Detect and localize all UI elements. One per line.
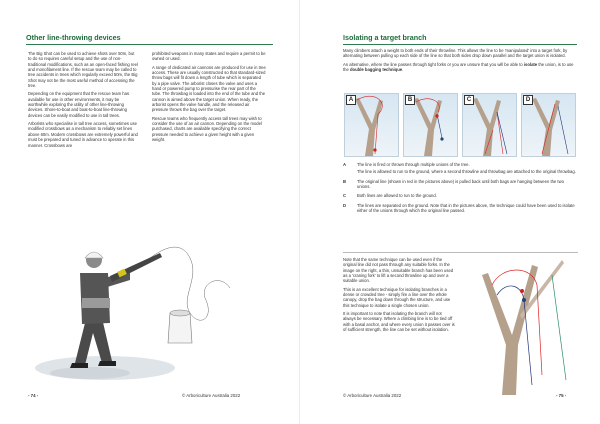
paragraph: Note that the same technique can be used even if the original line did not pass through any suitable forks. In the image on the right, a thin, unsuitable branch has been used as a 'craning fork' to lift a second throwline up and over a suitable union. <box>343 257 454 284</box>
panel-b <box>403 93 458 157</box>
divider <box>343 252 578 253</box>
section-heading: Other line-throwing devices <box>26 33 121 42</box>
list-item: A The line is fired or thrown through multiple unions of the tree. The line is allowed to run to the ground, where a second throwline and throwbag are attached to the original throwbag. <box>343 162 576 175</box>
panel-label: C <box>464 95 474 105</box>
panel-c <box>462 93 517 157</box>
technique-panels <box>344 93 576 155</box>
paragraph: prohibited weapons in many states and require a permit to be owned or used. <box>152 51 266 62</box>
panel-a <box>344 93 399 157</box>
paragraph: Many climbers attach a weight to both ends of their throwline. This allows the line to be 'manipulated' into a target fork, by alternating between pulling up each side of the line so that both sides drop down parallel and the target union is isolated. <box>343 48 568 59</box>
left-column-1 <box>28 51 138 151</box>
intro-text <box>343 48 578 75</box>
panel-label: A <box>346 95 356 105</box>
section-heading: Isolating a target branch <box>343 33 427 42</box>
page-number: - 74 - <box>28 393 39 398</box>
left-column-2 <box>152 51 266 146</box>
paragraph: Rescue teams who frequently access tall trees may wish to consider the use of an air cannon. Depending on the model purchased, charts are available specifying the correct pressure needed to achieve a given height with a given weight. <box>152 115 262 143</box>
list-item: C Both lines are allowed to run to the ground. <box>343 193 437 199</box>
air-cannon-illustration <box>30 218 280 390</box>
craning-fork-illustration <box>462 255 578 395</box>
paragraph: Arborists who specialise in tall tree access, sometimes use modified crossbows as a mechanism to reliably set lines above 60m. Modern crossbows are extremely powerful and must be prepared and tuned in advance to operate in this manner. Crossbows are <box>28 121 138 148</box>
panel-label: D <box>523 95 533 105</box>
list-item: B The original line (shown in red in the pictures above) is pulled back until both bags are hanging between the two unions. <box>343 178 564 190</box>
copyright: © Arboriculture Australia 2022 <box>182 393 241 398</box>
page-number: - 75 - <box>556 393 567 398</box>
paragraph: Depending on the equipment that the rescue team has available for use in other environments, it may be worthwhile exploring the utility of other line-throwing devices. Shore-to-boat and boat-to-boat line-throwing devices can be easily modified to use in tall trees. <box>28 91 130 118</box>
lower-text <box>343 257 455 335</box>
paragraph: The Big Shot can be used to achieve shots over 50m, but to do so requires careful setup and the use of non-traditional modifications, such as an open-faced fishing reel and monofilament line. If the rescue team may be called to tree accidents in trees which regularly exceed 50m, the Big Shot may not be the most useful method of accessing the tree. <box>28 51 138 89</box>
list-item: D The lines are separated on the ground. Note that in the pictures above, the technique could have been used to isolate either of the unions through which the original line passed. <box>343 202 575 214</box>
copyright: © Arboriculture Australia 2022 <box>343 393 402 398</box>
paragraph: An alternative, where the line passes through tight forks or you are unsure that you will be able to isolate the union, is to use the double bagging technique. <box>343 61 574 73</box>
panel-label: B <box>405 95 415 105</box>
steps-list <box>343 162 578 217</box>
paragraph: It is important to note that isolating the branch will not always be necessary. Where a climbing line is to be tied off with a basal anchor, and where every union it passes over is of sufficient strength, the line can be set without isolation. <box>343 311 455 333</box>
paragraph: A range of dedicated air cannons are produced for use in tree access. These are usually constructed so that standard-sized throw bags will fit down a length of tube which is separated by a pipe valve. The arborist closes the valve and uses a hand or powered pump to pressurise the rear part of the tube. The throwbag is loaded into the end of the tube and the cannon is aimed above the target union. When ready, the arborist opens the valve handle, and the released air pressure throws the bag over the target. <box>152 64 266 113</box>
panel-d <box>521 93 576 157</box>
heading-rule <box>26 44 273 45</box>
heading-rule <box>343 44 577 45</box>
paragraph: This is an excellent technique for isolating branches in a dense or crowded tree - simply fire a line over the whole canopy, drop the bag down through the structure, and use this technique to isolate a single chosen union. <box>343 286 451 308</box>
